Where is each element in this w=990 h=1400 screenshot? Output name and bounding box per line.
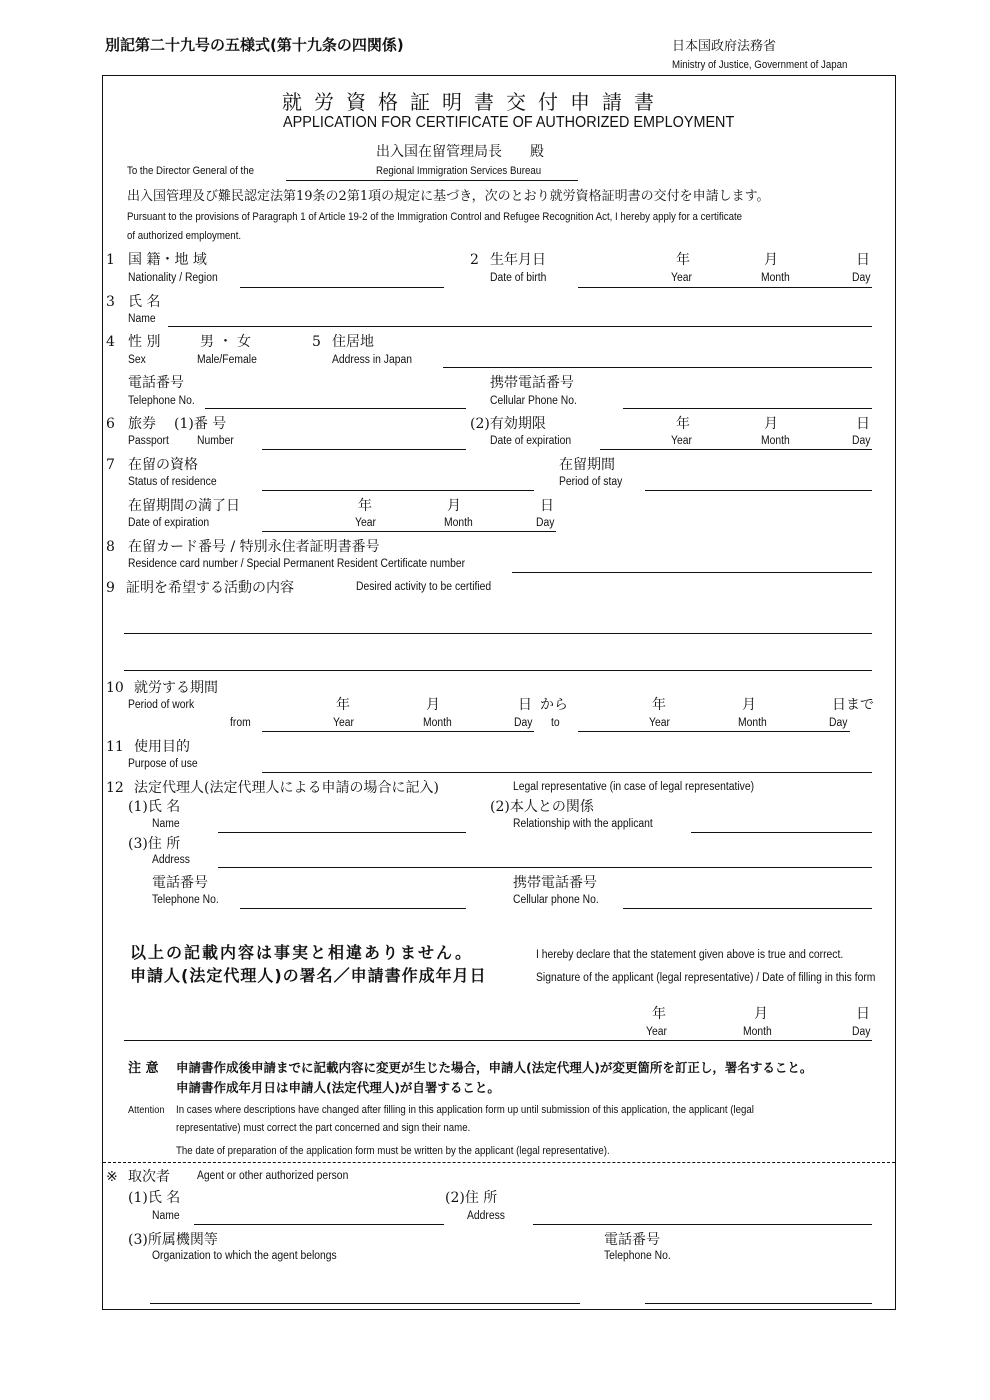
note-jp-1: 申請書作成後申請までに記載内容に変更が生じた場合，申請人(法定代理人)が変更箇所を訂正し，署名すること。 bbox=[176, 1060, 813, 1075]
purpose-input-line[interactable] bbox=[262, 772, 872, 773]
passport-no-label-en: Number bbox=[197, 435, 234, 447]
legal-rep-label-jp: 法定代理人(法定代理人による申請の場合に記入) bbox=[134, 780, 439, 796]
field-8-num: 8 bbox=[106, 539, 115, 555]
wto-year-en: Year bbox=[649, 717, 670, 729]
signature-label-jp: 申請人(法定代理人)の署名／申請書作成年月日 bbox=[130, 966, 487, 985]
wfrom-year-en: Year bbox=[333, 717, 354, 729]
wto-month-en: Month bbox=[738, 717, 767, 729]
passport-exp-input-line[interactable] bbox=[600, 449, 872, 450]
status-input-line[interactable] bbox=[262, 490, 534, 491]
field-1-num: 1 bbox=[106, 252, 115, 268]
sign-year-jp: 年 bbox=[652, 1006, 666, 1022]
note-en-1: In cases where descriptions have changed after filling in this application form up until submission of this application, the applicant (legal bbox=[176, 1104, 754, 1116]
passport-label-jp: 旅券 bbox=[128, 416, 156, 432]
note-jp-2: 申請書作成年月日は申請人(法定代理人)が自署すること。 bbox=[176, 1080, 500, 1095]
bureau-line[interactable] bbox=[286, 180, 578, 181]
field-12-num: 12 bbox=[106, 780, 124, 796]
field-11-num: 11 bbox=[106, 739, 124, 755]
signature-input-line[interactable] bbox=[124, 1040, 872, 1041]
wfrom-month-jp: 月 bbox=[426, 697, 440, 713]
field-5-num: 5 bbox=[312, 334, 321, 350]
dob-input-line[interactable] bbox=[578, 287, 872, 288]
intro-en-2: of authorized employment. bbox=[127, 230, 242, 242]
dob-label-en: Date of birth bbox=[490, 272, 547, 284]
work-from-input-line[interactable] bbox=[262, 731, 534, 732]
activity-input-line-1[interactable] bbox=[124, 633, 872, 634]
address-input-line[interactable] bbox=[443, 367, 872, 368]
agent-mark: ※ bbox=[106, 1169, 118, 1185]
dob-year-en: Year bbox=[671, 272, 692, 284]
passport-no-label-jp: (1)番 号 bbox=[174, 416, 227, 432]
dob-year-jp: 年 bbox=[676, 252, 690, 268]
field-10-num: 10 bbox=[106, 680, 124, 696]
period-stay-label-en: Period of stay bbox=[559, 476, 623, 488]
work-to-en: to bbox=[551, 717, 560, 729]
field-4-num: 4 bbox=[106, 334, 115, 350]
activity-input-line-2[interactable] bbox=[124, 670, 872, 671]
card-label-jp: 在留カード番号 / 特別永住者証明書番号 bbox=[128, 539, 380, 555]
declaration-jp: 以上の記載内容は事実と相違ありません。 bbox=[130, 943, 473, 962]
sign-month-en: Month bbox=[743, 1026, 772, 1038]
rep-addr-input-line[interactable] bbox=[218, 867, 872, 868]
dob-month-jp: 月 bbox=[764, 252, 778, 268]
work-from-jp: から bbox=[540, 697, 568, 713]
sexp-year-en: Year bbox=[355, 517, 376, 529]
sexp-month-en: Month bbox=[444, 517, 473, 529]
rep-addr-label-jp: (3)住 所 bbox=[128, 836, 181, 852]
field-9-num: 9 bbox=[106, 580, 115, 596]
sign-year-en: Year bbox=[646, 1026, 667, 1038]
nationality-label-jp: 国 籍・地 域 bbox=[128, 252, 207, 268]
rep-cell-label-en: Cellular phone No. bbox=[513, 894, 599, 906]
sex-label-en: Sex bbox=[128, 354, 146, 366]
sexp-year-jp: 年 bbox=[358, 498, 372, 514]
agent-tel-input-line[interactable] bbox=[645, 1303, 872, 1304]
rep-tel-input-line[interactable] bbox=[240, 908, 466, 909]
sign-day-jp: 日 bbox=[856, 1006, 870, 1022]
rep-tel-label-jp: 電話番号 bbox=[152, 875, 208, 891]
section-divider bbox=[103, 1162, 895, 1163]
agent-label-jp: 取次者 bbox=[128, 1169, 170, 1185]
pexp-month-jp: 月 bbox=[764, 416, 778, 432]
agent-name-label-jp: (1)氏 名 bbox=[128, 1190, 181, 1206]
rep-cell-label-jp: 携帯電話番号 bbox=[513, 875, 597, 891]
status-label-jp: 在留の資格 bbox=[128, 457, 198, 473]
activity-label-jp: 証明を希望する活動の内容 bbox=[126, 580, 294, 596]
cell-label-jp: 携帯電話番号 bbox=[490, 375, 574, 391]
title-jp: 就労資格証明書交付申請書 bbox=[282, 90, 666, 114]
cell-label-en: Cellular Phone No. bbox=[490, 395, 577, 407]
rep-tel-label-en: Telephone No. bbox=[152, 894, 219, 906]
wto-day-en: Day bbox=[829, 717, 848, 729]
agent-label-en: Agent or other authorized person bbox=[197, 1170, 349, 1182]
tel-label-jp: 電話番号 bbox=[128, 375, 184, 391]
purpose-label-en: Purpose of use bbox=[128, 758, 198, 770]
sexp-day-jp: 日 bbox=[540, 498, 554, 514]
agent-addr-label-en: Address bbox=[467, 1210, 505, 1222]
pexp-day-jp: 日 bbox=[856, 416, 870, 432]
wto-month-jp: 月 bbox=[742, 697, 756, 713]
agent-name-label-en: Name bbox=[152, 1210, 180, 1222]
wfrom-day-jp: 日 bbox=[518, 697, 532, 713]
sign-day-en: Day bbox=[852, 1026, 871, 1038]
ministry-en: Ministry of Justice, Government of Japan bbox=[672, 59, 848, 71]
wfrom-month-en: Month bbox=[423, 717, 452, 729]
pexp-day-en: Day bbox=[852, 435, 871, 447]
signature-label-en: Signature of the applicant (legal representative) / Date of filling in this form bbox=[536, 972, 876, 984]
rep-name-input-line[interactable] bbox=[218, 832, 466, 833]
wfrom-year-jp: 年 bbox=[336, 697, 350, 713]
nationality-label-en: Nationality / Region bbox=[128, 272, 218, 284]
field-3-num: 3 bbox=[106, 294, 115, 310]
sex-options-en: Male/Female bbox=[197, 354, 257, 366]
dob-day-jp: 日 bbox=[856, 252, 870, 268]
tel-label-en: Telephone No. bbox=[128, 395, 195, 407]
agent-org-label-en: Organization to which the agent belongs bbox=[152, 1250, 337, 1262]
agent-org-label-jp: (3)所属機関等 bbox=[128, 1232, 218, 1248]
rep-cell-input-line[interactable] bbox=[623, 908, 872, 909]
addressee-to-en: To the Director General of the bbox=[127, 165, 254, 177]
rep-name-label-en: Name bbox=[152, 818, 180, 830]
intro-jp: 出入国管理及び難民認定法第19条の2第1項の規定に基づき，次のとおり就労資格証明書の交付を申請します。 bbox=[127, 189, 770, 204]
period-stay-input-line[interactable] bbox=[645, 490, 872, 491]
purpose-label-jp: 使用目的 bbox=[134, 739, 190, 755]
wfrom-day-en: Day bbox=[514, 717, 533, 729]
work-from-en: from bbox=[230, 717, 251, 729]
passport-exp-label-jp: (2)有効期限 bbox=[470, 416, 546, 432]
sexp-month-jp: 月 bbox=[447, 498, 461, 514]
name-input-line[interactable] bbox=[168, 326, 872, 327]
title-en: APPLICATION FOR CERTIFICATE OF AUTHORIZED EMPLOYMENT bbox=[283, 114, 735, 131]
rep-rel-label-en: Relationship with the applicant bbox=[513, 818, 653, 830]
name-label-jp: 氏 名 bbox=[128, 294, 161, 310]
note-label-en: Attention bbox=[128, 1104, 165, 1116]
stay-expiry-input-line[interactable] bbox=[262, 531, 556, 532]
note-en-2: representative) must correct the part concerned and sign their name. bbox=[176, 1122, 471, 1134]
addressee-bureau-en: Regional Immigration Services Bureau bbox=[376, 165, 542, 177]
field-2-num: 2 bbox=[470, 252, 479, 268]
agent-name-input-line[interactable] bbox=[194, 1224, 444, 1225]
rep-rel-input-line[interactable] bbox=[691, 832, 872, 833]
rep-rel-label-jp: (2)本人との関係 bbox=[490, 799, 594, 815]
tel-input-line[interactable] bbox=[205, 408, 466, 409]
sex-options-jp[interactable]: 男 ・ 女 bbox=[200, 334, 251, 350]
note-en-3: The date of preparation of the application form must be written by the applicant (legal representative). bbox=[176, 1145, 610, 1157]
sexp-day-en: Day bbox=[536, 517, 555, 529]
card-label-en: Residence card number / Special Permanent Resident Certificate number bbox=[128, 558, 466, 570]
form-number: 別記第二十九号の五様式(第十九条の四関係) bbox=[105, 36, 404, 54]
pexp-year-en: Year bbox=[671, 435, 692, 447]
rep-name-label-jp: (1)氏 名 bbox=[128, 799, 181, 815]
address-label-en: Address in Japan bbox=[332, 354, 412, 366]
stay-expiry-label-en: Date of expiration bbox=[128, 517, 210, 529]
work-period-label-jp: 就労する期間 bbox=[134, 680, 218, 696]
addressee-jp: 出入国在留管理局長 殿 bbox=[376, 144, 544, 160]
agent-addr-input-line[interactable] bbox=[533, 1224, 872, 1225]
cell-input-line[interactable] bbox=[623, 408, 872, 409]
dob-month-en: Month bbox=[761, 272, 790, 284]
agent-tel-label-en: Telephone No. bbox=[604, 1250, 671, 1262]
ministry-jp: 日本国政府法務省 bbox=[672, 39, 777, 54]
period-stay-label-jp: 在留期間 bbox=[559, 457, 615, 473]
sex-label-jp: 性 別 bbox=[128, 334, 161, 350]
passport-label-en: Passport bbox=[128, 435, 169, 447]
pexp-month-en: Month bbox=[761, 435, 790, 447]
activity-label-en: Desired activity to be certified bbox=[356, 581, 492, 593]
agent-tel-label-jp: 電話番号 bbox=[604, 1232, 660, 1248]
pexp-year-jp: 年 bbox=[676, 416, 690, 432]
status-label-en: Status of residence bbox=[128, 476, 217, 488]
legal-rep-label-en: Legal representative (in case of legal representative) bbox=[513, 781, 755, 793]
nationality-input-line[interactable] bbox=[240, 287, 444, 288]
work-period-label-en: Period of work bbox=[128, 699, 195, 711]
dob-day-en: Day bbox=[852, 272, 871, 284]
passport-exp-label-en: Date of expiration bbox=[490, 435, 572, 447]
sign-month-jp: 月 bbox=[754, 1006, 768, 1022]
name-label-en: Name bbox=[128, 313, 156, 325]
agent-org-input-line[interactable] bbox=[150, 1303, 580, 1304]
card-input-line[interactable] bbox=[512, 572, 872, 573]
work-to-input-line[interactable] bbox=[578, 731, 850, 732]
intro-en-1: Pursuant to the provisions of Paragraph 1 of Article 19-2 of the Immigration Control and Refugee Recognition Act, I hereby apply for a certificate bbox=[127, 211, 743, 223]
passport-no-input-line[interactable] bbox=[262, 449, 466, 450]
field-7-num: 7 bbox=[106, 457, 115, 473]
note-label-jp: 注 意 bbox=[128, 1061, 159, 1076]
wto-year-jp: 年 bbox=[652, 697, 666, 713]
field-6-num: 6 bbox=[106, 416, 115, 432]
address-label-jp: 住居地 bbox=[332, 334, 374, 350]
rep-addr-label-en: Address bbox=[152, 854, 190, 866]
stay-expiry-label-jp: 在留期間の満了日 bbox=[128, 498, 240, 514]
dob-label-jp: 生年月日 bbox=[490, 252, 546, 268]
declaration-en: I hereby declare that the statement given above is true and correct. bbox=[536, 949, 844, 961]
work-until-jp: 日まで bbox=[832, 697, 874, 713]
agent-addr-label-jp: (2)住 所 bbox=[445, 1190, 498, 1206]
